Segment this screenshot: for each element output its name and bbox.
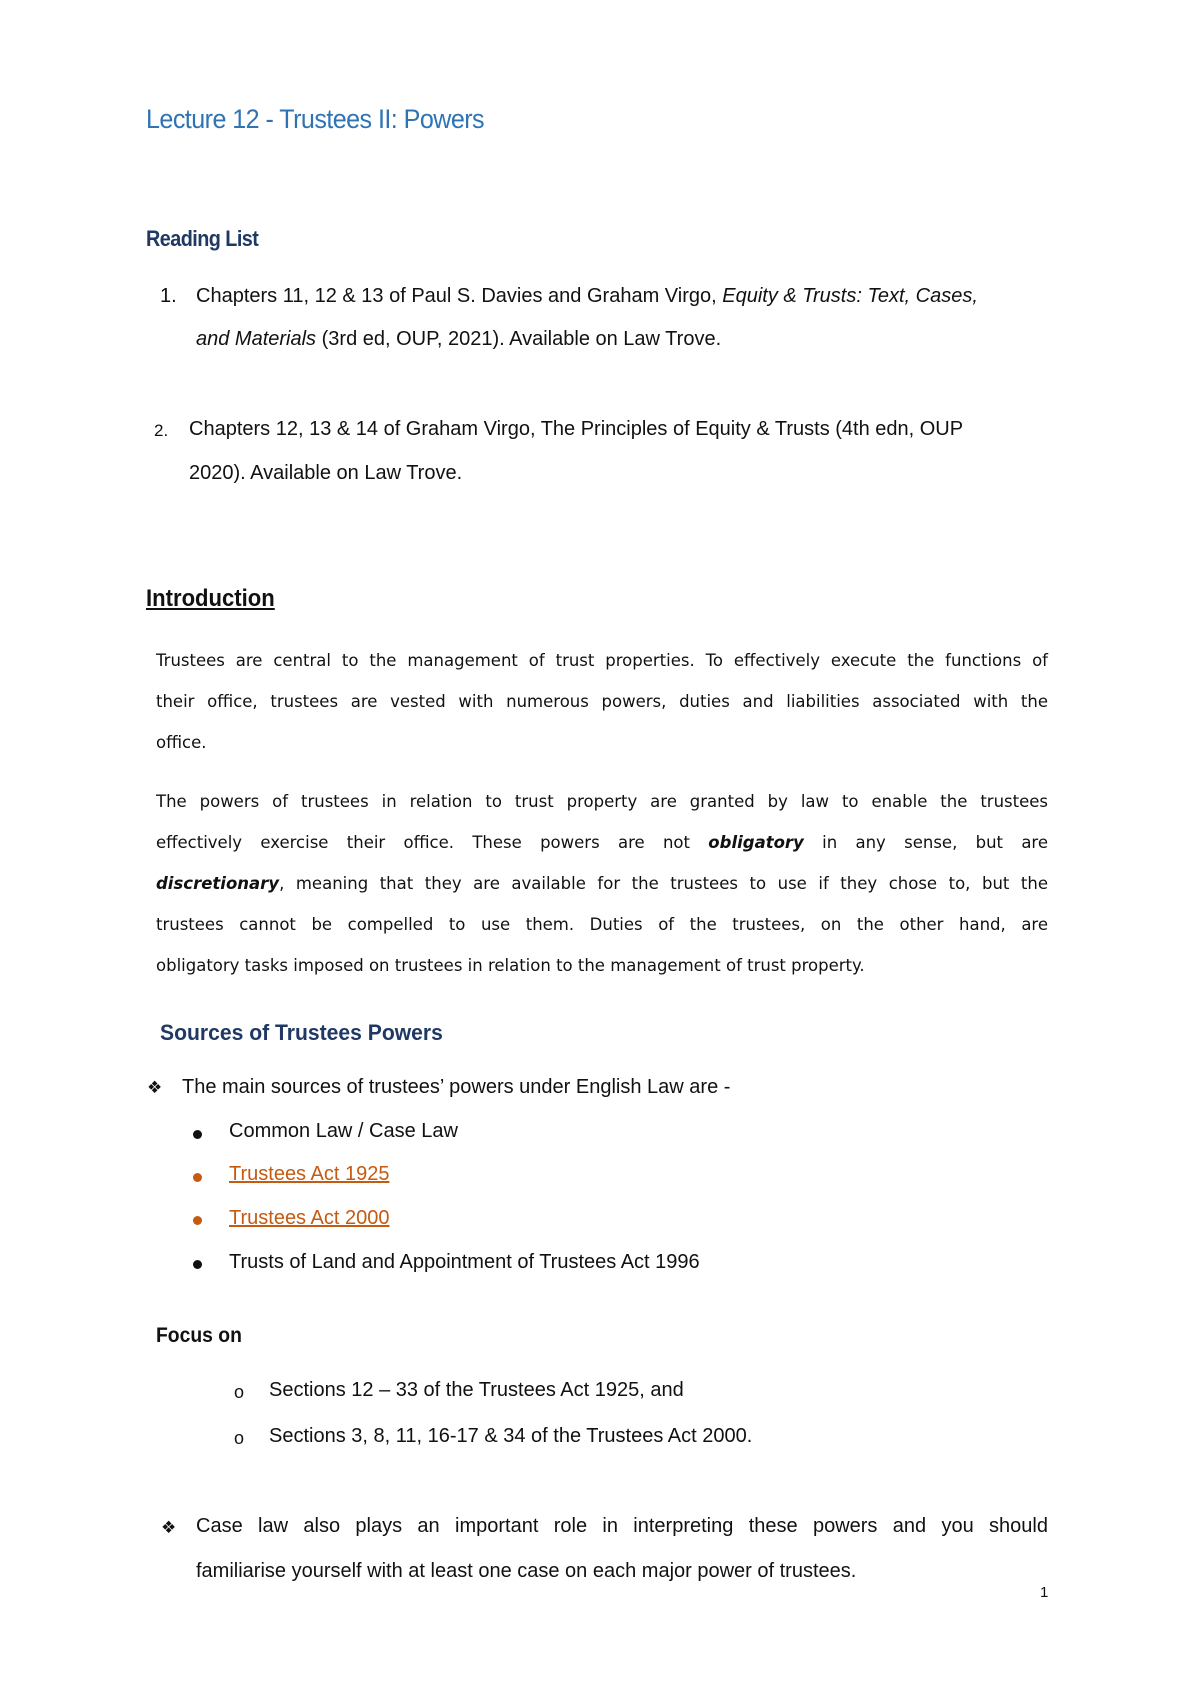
- source-item-common-law: Common Law / Case Law: [229, 1120, 458, 1142]
- bullet-dot-icon: [193, 1173, 202, 1182]
- hollow-bullet-icon: o: [234, 1382, 245, 1402]
- introduction-heading: Introduction: [146, 585, 275, 612]
- reading-item-text: Chapters 11, 12 & 13 of Paul S. Davies and Graham Virgo,: [196, 285, 723, 307]
- paragraph-line: office.: [156, 733, 207, 752]
- reading-item-number: 2.: [154, 421, 169, 440]
- case-law-line: familiarise yourself with at least one case on each major power of trustees.: [196, 1560, 857, 1582]
- intro-paragraph-1: [156, 640, 1048, 763]
- bullet-dot-icon: [193, 1260, 202, 1269]
- paragraph-text: effectively exercise their office. These powers are not: [156, 833, 709, 852]
- diamond-bullet-icon: ❖: [161, 1518, 177, 1538]
- page-number: 1: [1040, 1584, 1049, 1601]
- diamond-bullet-icon: ❖: [147, 1078, 163, 1098]
- reading-item-line: Chapters 12, 13 & 14 of Graham Virgo, The Principles of Equity & Trusts (4th edn, OUP: [189, 418, 964, 440]
- intro-paragraph-2: [156, 781, 1048, 986]
- focus-item: Sections 3, 8, 11, 16-17 & 34 of the Trustees Act 2000.: [269, 1425, 753, 1447]
- emphasis-obligatory: obligatory: [708, 833, 804, 852]
- reading-item-text: (3rd ed, OUP, 2021). Available on Law Trove.: [316, 328, 722, 350]
- reading-item-number: 1.: [160, 285, 177, 307]
- case-law-line: Case law also plays an important role in interpreting these powers and you should: [196, 1515, 1048, 1537]
- hollow-bullet-icon: o: [234, 1428, 245, 1448]
- reading-item-book-title: Equity & Trusts: Text, Cases,: [722, 285, 978, 307]
- reading-item-line: 2020). Available on Law Trove.: [189, 462, 463, 484]
- sources-heading: Sources of Trustees Powers: [160, 1020, 443, 1045]
- paragraph-text: , meaning that they are available for the trustees to use if they chose to, but the: [279, 874, 1048, 893]
- focus-item: Sections 12 – 33 of the Trustees Act 1925, and: [269, 1379, 684, 1401]
- paragraph-line: obligatory tasks imposed on trustees in relation to the management of trust property.: [156, 956, 865, 975]
- page-title: Lecture 12 - Trustees II: Powers: [146, 104, 485, 134]
- paragraph-line: The powers of trustees in relation to trust property are granted by law to enable the trustees: [156, 792, 1048, 811]
- reading-item-line: [196, 285, 978, 308]
- reading-item-book-title: and Materials: [196, 328, 317, 350]
- emphasis-discretionary: discretionary: [156, 874, 280, 893]
- paragraph-line: their office, trustees are vested with numerous powers, duties and liabilities associated with the: [156, 692, 1048, 711]
- focus-heading: Focus on: [156, 1324, 242, 1347]
- source-link-trustees-act-2000[interactable]: Trustees Act 2000: [229, 1207, 390, 1229]
- paragraph-line: trustees cannot be compelled to use them. Duties of the trustees, on the other hand, are: [156, 915, 1048, 934]
- paragraph-line: [156, 863, 1048, 904]
- paragraph-line: Trustees are central to the management of trust properties. To effectively execute the functions of: [156, 651, 1048, 670]
- bullet-dot-icon: [193, 1216, 202, 1225]
- source-link-trustees-act-1925[interactable]: Trustees Act 1925: [229, 1163, 390, 1185]
- paragraph-line: [156, 822, 1048, 863]
- source-item-tolata-1996: Trusts of Land and Appointment of Trustees Act 1996: [229, 1251, 700, 1273]
- paragraph-text: in any sense, but are: [803, 833, 1049, 852]
- bullet-dot-icon: [193, 1130, 202, 1139]
- sources-lead: The main sources of trustees’ powers under English Law are -: [182, 1076, 731, 1098]
- reading-item-line: [196, 328, 721, 351]
- reading-list-heading: Reading List: [146, 226, 259, 251]
